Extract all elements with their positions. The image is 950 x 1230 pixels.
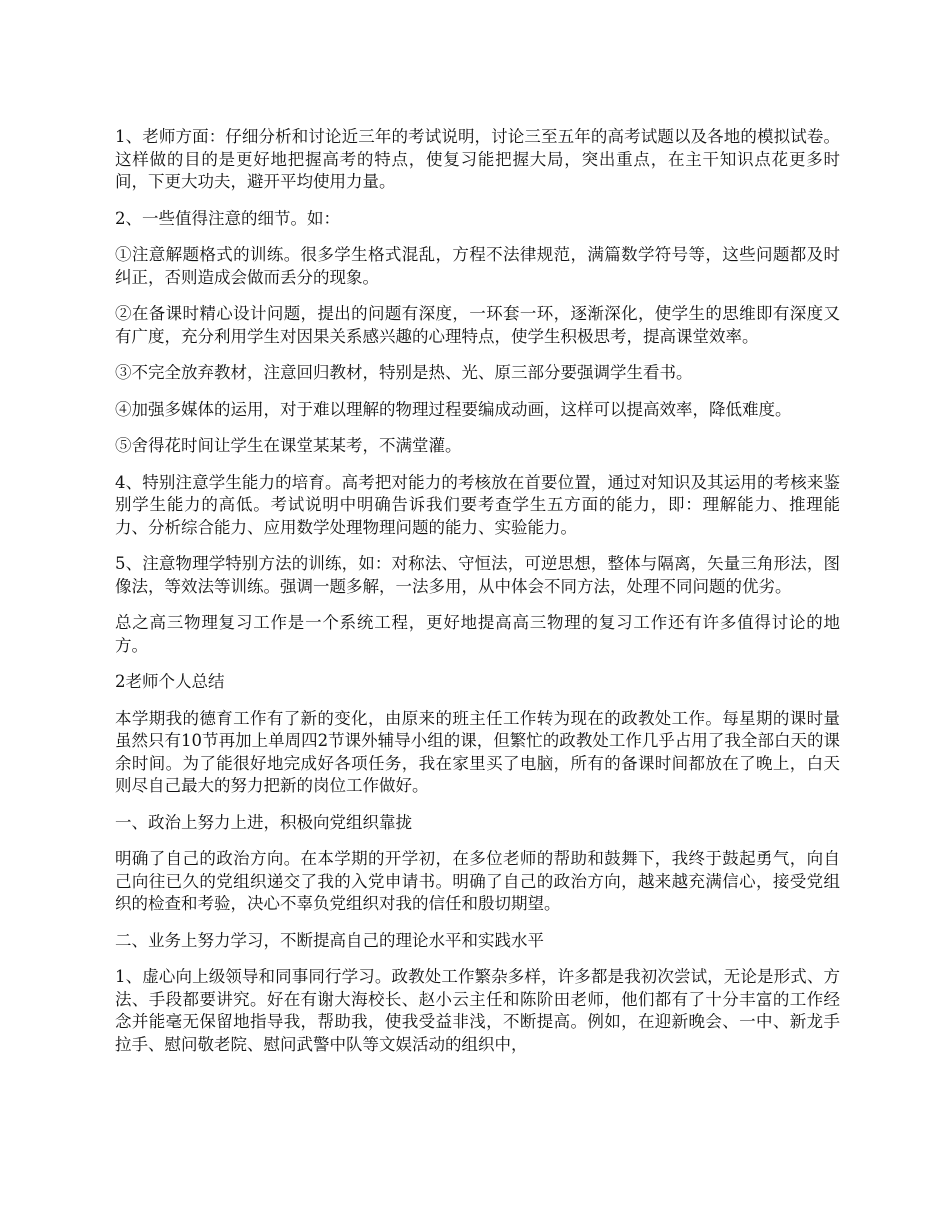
paragraph-detail-1: ①注意解题格式的训练。很多学生格式混乱，方程不法律规范，满篇数学符号等，这些问题都及时纠正，否则造成会做而丢分的现象。 bbox=[115, 245, 840, 287]
section-heading-political: 一、政治上努力上进，积极向党组织靠拢 bbox=[115, 812, 412, 832]
section-heading-professional: 二、业务上努力学习，不断提高自己的理论水平和实践水平 bbox=[115, 930, 544, 950]
paragraph-detail-2: ②在备课时精心设计问题，提出的问题有深度，一环套一环，逐渐深化，使学生的思维即有深度又有广度，充分利用学生对因果关系感兴趣的心理特点，使学生积极思考，提高课堂效率。 bbox=[115, 304, 840, 346]
section-heading-personal-summary: 2老师个人总结 bbox=[115, 672, 225, 691]
paragraph-detail-4: ④加强多媒体的运用，对于难以理解的物理过程要编成动画，这样可以提高效率，降低难度。 bbox=[115, 399, 792, 419]
paragraph-method-training: 5、注意物理学特别方法的训练，如：对称法、守恒法，可逆思想，整体与隔离，矢量三角形法，图像法，等效法等训练。强调一题多解，一法多用，从中体会不同方法，处理不同问题的优劣。 bbox=[115, 554, 840, 596]
paragraph-ability-training: 4、特别注意学生能力的培育。高考把对能力的考核放在首要位置，通过对知识及其运用的考核来鉴别学生能力的高低。考试说明中明确告诉我们要考查学生五方面的能力，即：理解能力、推理能力、分析综合能力、应用数学处理物理问题的能力、实验能力。 bbox=[115, 472, 840, 537]
paragraph-details-intro: 2、一些值得注意的细节。如： bbox=[115, 208, 340, 228]
document-body bbox=[115, 126, 840, 1070]
paragraph-summary: 总之高三物理复习工作是一个系统工程，更好地提高高三物理的复习工作还有许多值得讨论的地方。 bbox=[115, 613, 840, 655]
paragraph-detail-5: ⑤舍得花时间让学生在课堂某某考，不满堂灌。 bbox=[115, 436, 462, 455]
paragraph-learn-from-leaders: 1、虚心向上级领导和同事同行学习。政教处工作繁杂多样，许多都是我初次尝试，无论是形式、方法、手段都要讲究。好在有谢大海校长、赵小云主任和陈阶田老师，他们都有了十分丰富的工作经念并能毫无保留地指导我，帮助我，使我受益非浅，不断提高。例如，在迎新晚会、一中、新龙手拉手、慰问敬老院、慰问武警中队等文娱活动的组织中， bbox=[115, 967, 840, 1054]
paragraph-detail-3: ③不完全放弃教材，注意回归教材，特别是热、光、原三部分要强调学生看书。 bbox=[115, 363, 693, 382]
paragraph-teacher-aspect: 1、老师方面：仔细分析和讨论近三年的考试说明，讨论三至五年的高考试题以及各地的模拟试卷。这样做的目的是更好地把握高考的特点，使复习能把握大局，突出重点，在主干知识点花更多时间，下更大功夫，避开平均使用力量。 bbox=[115, 127, 840, 191]
paragraph-semester-intro: 本学期我的德育工作有了新的变化，由原来的班主任工作转为现在的政教处工作。每星期的课时量虽然只有10节再加上单周四2节课外辅导小组的课，但繁忙的政教处工作几乎占用了我全部白天的课余时间。为了能很好地完成好各项任务，我在家里买了电脑，所有的备课时间都放在了晚上，白天则尽自己最大的努力把新的岗位工作做好。 bbox=[115, 708, 840, 795]
paragraph-political-direction: 明确了自己的政治方向。在本学期的开学初，在多位老师的帮助和鼓舞下，我终于鼓起勇气，向自己向往已久的党组织递交了我的入党申请书。明确了自己的政治方向，越来越充满信心，接受党组织的检查和考验，决心不辜负党组织对我的信任和殷切期望。 bbox=[115, 849, 840, 913]
